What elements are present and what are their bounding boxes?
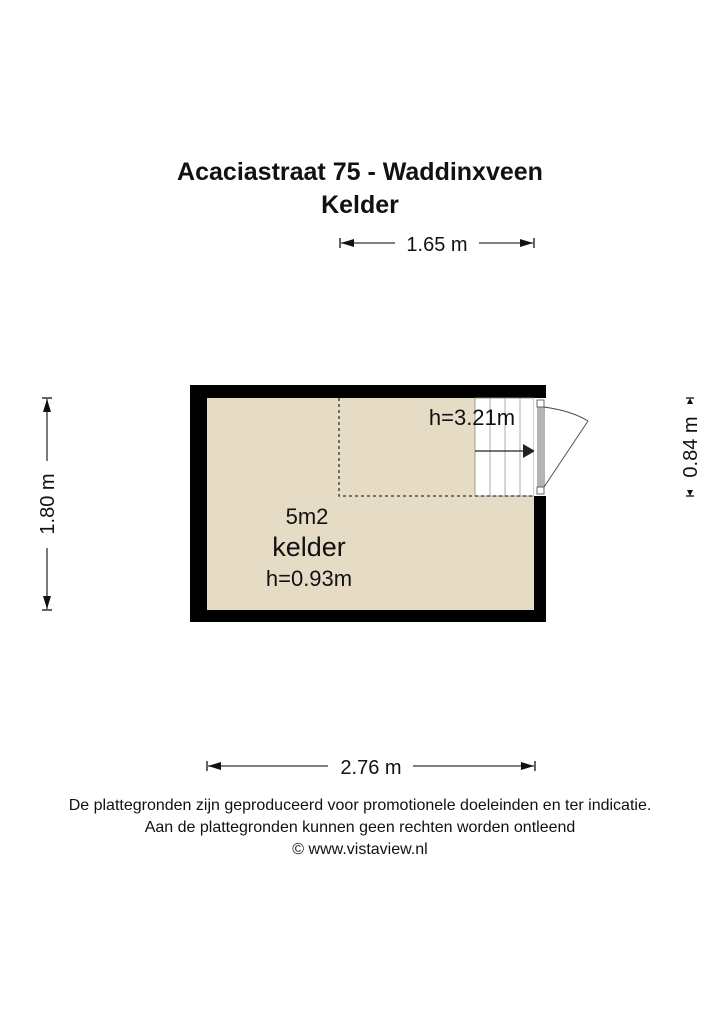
room-height-label: h=0.93m (265, 566, 353, 591)
door-swing-arc (544, 407, 588, 421)
stair-height-label: h=3.21m (428, 405, 516, 430)
dimension-bottom-label: 2.76 m (340, 757, 402, 779)
plan-address-title: Acaciastraat 75 - Waddinxveen (177, 158, 543, 186)
plan-floor-title: Kelder (321, 191, 399, 219)
disclaimer-line-2: Aan de plattegronden kunnen geen rechten worden ontleend (144, 819, 576, 836)
dimension-left-label: 1.80 m (37, 473, 59, 535)
room-area-label: 5m2 (285, 504, 329, 529)
copyright-link: © www.vistaview.nl (292, 841, 428, 858)
dimension-right-label: 0.84 m (680, 416, 702, 478)
dimension-bottom (207, 757, 535, 779)
disclaimer-line-1: De plattegronden zijn geproduceerd voor promotionele doeleinden en ter indicatie. (68, 797, 652, 814)
dimension-top (340, 234, 534, 256)
disclaimer (0, 795, 720, 861)
door (534, 398, 588, 496)
dimension-left (37, 398, 59, 610)
door-leaf (544, 421, 588, 487)
room-name-label: kelder (272, 532, 346, 562)
dimension-top-label: 1.65 m (406, 234, 468, 256)
dimension-right (680, 398, 702, 496)
